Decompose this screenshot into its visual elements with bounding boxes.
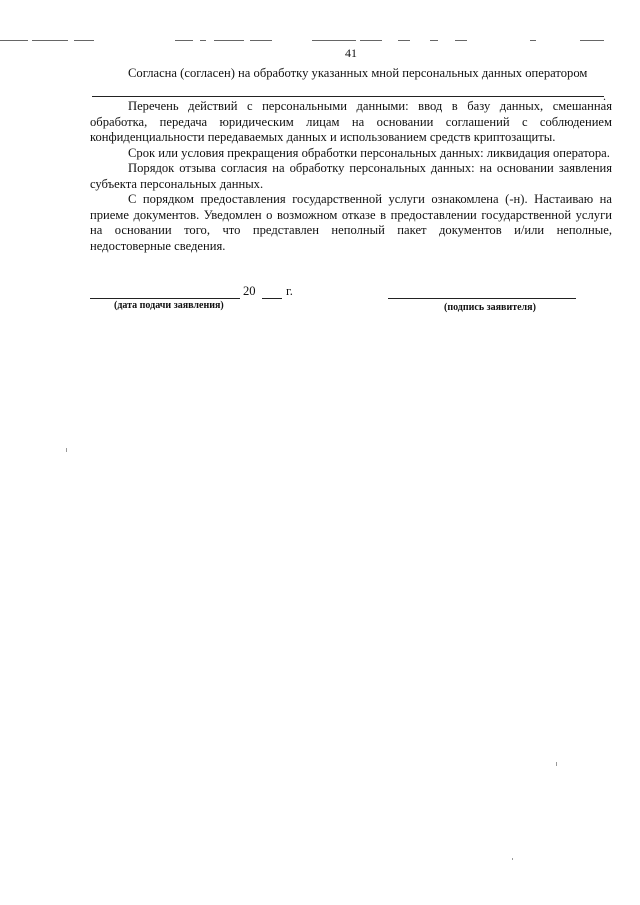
- scan-speck: [66, 448, 67, 452]
- signature-caption: (подпись заявителя): [444, 302, 536, 313]
- withdrawal-paragraph: Порядок отзыва согласия на обработку персональных данных: на основании заявления субъекта персональных данных.: [90, 161, 612, 191]
- year-prefix: 20: [243, 284, 256, 298]
- operator-field-line: [92, 96, 604, 97]
- scan-speck: [556, 762, 557, 766]
- acknowledgement-paragraph: С порядком предоставления государственной услуги ознакомлена (-н). Настаиваю на приеме документов. Уведомлен о возможном отказе в предоставлении государственной услуги на основании того, что представлен неполный пакет документов и/или неполные, недостоверные сведения.: [90, 192, 612, 253]
- date-field-line: [90, 298, 240, 299]
- date-caption: (дата подачи заявления): [114, 300, 224, 311]
- consent-details: [90, 99, 612, 254]
- signature-field-line: [388, 298, 576, 299]
- signature-block: [90, 284, 590, 324]
- operator-field-end: .: [603, 89, 606, 103]
- scan-artifact-top: [0, 40, 640, 42]
- year-suffix: г.: [286, 284, 293, 298]
- year-field-line: [262, 298, 282, 299]
- term-paragraph: Срок или условия прекращения обработки персональных данных: ликвидация оператора.: [128, 145, 610, 160]
- page-number: 41: [345, 46, 357, 60]
- scan-speck: [512, 858, 513, 860]
- actions-paragraph: Перечень действий с персональными данными: ввод в базу данных, смешанная обработка, передача юридическим лицам на основании соглашений с соблюдением конфиденциальности передаваемых данных и использованием средств криптозащиты.: [90, 99, 612, 144]
- consent-statement: Согласна (согласен) на обработку указанных мной персональных данных оператором: [128, 66, 588, 80]
